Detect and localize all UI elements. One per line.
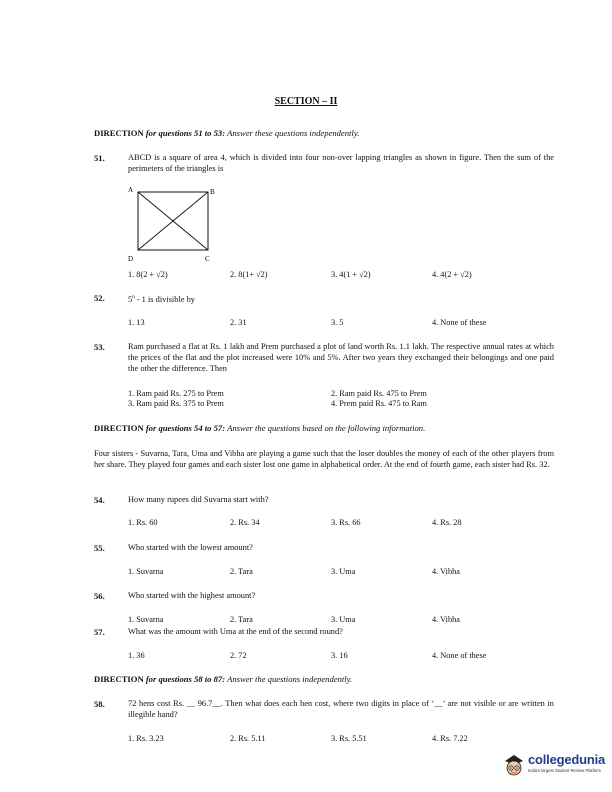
question-number: 53. (94, 342, 105, 352)
option-2: 2. Tara (230, 567, 253, 576)
question-number: 57. (94, 627, 105, 637)
question-number: 52. (94, 293, 105, 303)
question-text: Who started with the lowest amount? (128, 543, 253, 552)
option-4: 4. None of these (432, 651, 487, 660)
option-3: 3. Rs. 66 (331, 518, 361, 527)
option-4: 4. Vibha (432, 615, 460, 624)
option-3: 3. 16 (331, 651, 348, 660)
question-number: 56. (94, 591, 105, 601)
option-3: 3. 5 (331, 318, 344, 327)
question-number: 58. (94, 699, 105, 709)
section-title: SECTION – II (274, 96, 338, 107)
option-3: 3. Uma (331, 567, 356, 576)
question-text: 72 hens cost Rs. __ 96.7__. Then what does each hen cost, where two digits in place of ‘__’ are not visible or are written in illegible hand? (128, 699, 554, 719)
option-3: 3. 4(1 + √2) (331, 270, 371, 279)
option-1: 1. Suvarna (128, 567, 164, 576)
option-1: 1. Rs. 60 (128, 518, 158, 527)
option-4: 4. Rs. 7.22 (432, 734, 468, 743)
mascot-logo-icon (502, 752, 526, 778)
option-2: 2. Ram paid Rs. 475 to Prem (331, 389, 427, 398)
square-figure (124, 182, 220, 262)
info-paragraph: Four sisters - Suvarna, Tara, Uma and Vibha are playing a game such that the loser doubles the money of each of the other players from her share. They played four games and each sister lost one game in alphabetical order. At the end of fourth game, each sister had Rs. 32. (94, 449, 554, 469)
option-3: 3. Rs. 5.51 (331, 734, 367, 743)
option-4: 4. Vibha (432, 567, 460, 576)
question-text: Ram purchased a flat at Rs. 1 lakh and Prem purchased a plot of land worth Rs. 1.1 lakh. The respective annual rates at which the prices of the flat and the plot increased were 10% and 5%. After two years they exchanged their belongings and one paid the other the difference. Then (128, 342, 554, 373)
option-2: 2. 31 (230, 318, 247, 327)
option-3: 3. Ram paid Rs. 375 to Prem (128, 399, 224, 408)
question-text: Who started with the highest amount? (128, 591, 256, 600)
question-text: ABCD is a square of area 4, which is divided into four non-over lapping triangles as shown in figure. Then the sum of the perimeters of the triangles is (128, 153, 554, 173)
question-number: 51. (94, 153, 105, 163)
option-2: 2. Rs. 34 (230, 518, 260, 527)
question-number: 54. (94, 495, 105, 505)
direction-54-57: DIRECTION for questions 54 to 57: Answer the questions based on the following information. (94, 423, 426, 433)
direction-51-53: DIRECTION for questions 51 to 53: Answer these questions independently. (94, 128, 360, 138)
logo-wordmark[interactable]: collegedunia (528, 752, 606, 767)
option-4: 4. Rs. 28 (432, 518, 462, 527)
option-3: 3. Uma (331, 615, 356, 624)
option-1: 1. Ram paid Rs. 275 to Prem (128, 389, 224, 398)
option-2: 2. 72 (230, 651, 247, 660)
option-1: 1. 36 (128, 651, 145, 660)
option-1: 1. 13 (128, 318, 145, 327)
option-1: 1. Suvarna (128, 615, 164, 624)
option-1: 1. 8(2 + √2) (128, 270, 168, 279)
logo-tagline: India's largest Student Review Platform (528, 768, 601, 773)
question-text: How many rupees did Suvarna start with? (128, 495, 269, 504)
option-4: 4. None of these (432, 318, 487, 327)
option-4: 4. 4(2 + √2) (432, 270, 472, 279)
option-2: 2. Tara (230, 615, 253, 624)
question-text: What was the amount with Uma at the end of the second round? (128, 627, 343, 636)
option-2: 2. Rs. 5.11 (230, 734, 266, 743)
label-b: B (210, 188, 215, 196)
label-a: A (128, 186, 134, 194)
label-d: D (128, 255, 134, 262)
question-text: 5$^n$ - 1 is divisible by (128, 294, 195, 304)
option-4: 4. Prem paid Rs. 475 to Ram (331, 399, 427, 408)
label-c: C (205, 255, 210, 262)
direction-58-87: DIRECTION for questions 58 to 87: Answer the questions independently. (94, 674, 353, 684)
question-number: 55. (94, 543, 105, 553)
option-1: 1. Rs. 3.23 (128, 734, 164, 743)
option-2: 2. 8(1+ √2) (230, 270, 268, 279)
